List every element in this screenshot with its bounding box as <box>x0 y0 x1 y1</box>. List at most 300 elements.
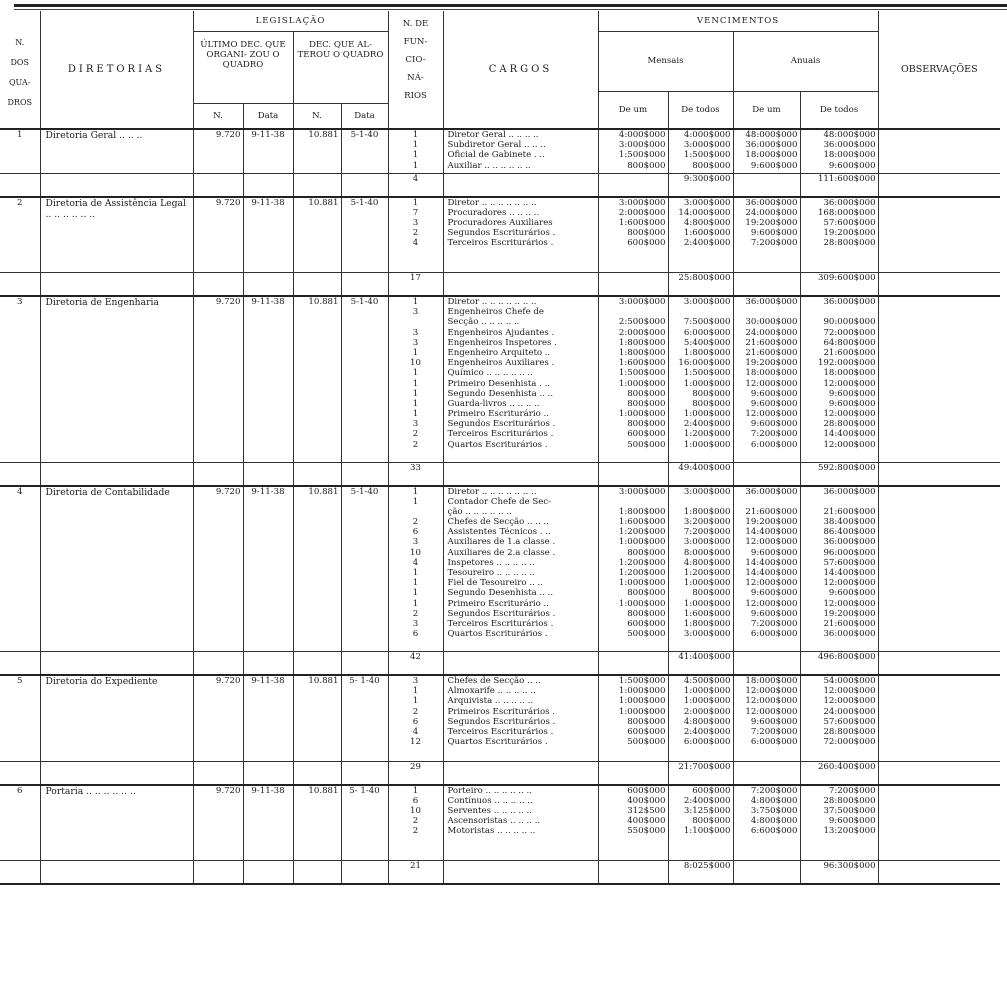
total-blank <box>341 761 388 785</box>
line-cargo: Auxiliares de 1.a classe . <box>447 537 556 548</box>
line-m-todos: 3:000$000 <box>683 197 731 208</box>
dec2-number: 10.881 <box>293 129 341 173</box>
header-nf-line: NÁ- <box>407 73 424 83</box>
line-m-um: 600$000 <box>627 726 666 737</box>
line-a-um: 18:000$000 <box>745 676 798 686</box>
line-m-todos: 5:400$000 <box>683 337 731 348</box>
line-a-todos: 7:200$000 <box>828 785 876 796</box>
dec2-date: 5-1-40 <box>341 197 388 273</box>
line-a-um: 21:600$000 <box>745 337 798 348</box>
annual-all-cell <box>800 197 878 273</box>
line-cargo: Contador Chefe de Sec- <box>447 496 552 507</box>
total-blank <box>40 652 193 676</box>
line-m-todos: 1:000$000 <box>683 578 731 589</box>
total-blank <box>443 173 598 197</box>
section-number: 3 <box>0 296 40 462</box>
diretoria-name: Portaria .. .. .. .. .. .. <box>40 785 193 861</box>
total-blank <box>193 861 243 885</box>
line-m-um: 600$000 <box>627 429 666 440</box>
line-a-um: 36:000$000 <box>745 140 798 151</box>
total-staff-count: 29 <box>388 761 443 785</box>
total-blank <box>40 173 193 197</box>
dec2-date: 5- 1-40 <box>341 675 388 761</box>
line-m-todos: 1:800$000 <box>683 347 731 358</box>
line-m-um: 1:600$000 <box>618 517 666 528</box>
monthly-each-cell <box>598 129 668 173</box>
line-n: 1 <box>412 588 419 599</box>
line-a-todos: 54:000$000 <box>823 676 876 686</box>
total-blank <box>733 761 800 785</box>
line-m-todos: 2:400$000 <box>683 419 731 430</box>
total-blank <box>243 462 293 486</box>
header-ultimo-dec: ÚLTIMO DEC. QUE ORGANI- ZOU O QUADRO <box>193 31 293 103</box>
line-a-todos: 28:800$000 <box>823 795 876 806</box>
line-n: 2 <box>412 517 419 528</box>
monthly-all-cell <box>668 129 733 173</box>
total-blank <box>878 273 1000 297</box>
line-a-todos: 36:000$000 <box>823 197 876 208</box>
line-m-todos: 800$000 <box>692 398 731 409</box>
line-a-todos: 36:000$000 <box>823 629 876 640</box>
annual-each-cell <box>733 129 800 173</box>
section-row <box>0 197 1000 273</box>
line-m-todos: 1:500$000 <box>683 150 731 161</box>
line-a-todos: 28:800$000 <box>823 238 876 249</box>
staff-count-cell <box>388 129 443 173</box>
line-a-todos: 24:000$000 <box>823 706 876 717</box>
line-m-um <box>601 307 666 317</box>
diretoria-name: Diretoria do Expediente <box>40 675 193 761</box>
line-m-um: 1:000$000 <box>618 537 666 548</box>
header-mensais: Mensais <box>598 31 733 91</box>
section-row <box>0 785 1000 861</box>
monthly-all-cell <box>668 675 733 761</box>
line-m-todos: 1:800$000 <box>683 618 731 629</box>
line-a-um: 14:400$000 <box>745 557 798 568</box>
line-cargo: Diretor .. .. .. .. .. .. .. <box>447 297 537 307</box>
total-annual: 496:800$000 <box>800 652 878 676</box>
header-n-line: QUA- <box>8 78 31 87</box>
line-m-todos: 1:000$000 <box>683 686 731 697</box>
line-n: 3 <box>412 419 419 430</box>
line-cargo: Auxiliares de 2.a classe . <box>447 547 556 558</box>
line-a-um: 4:800$000 <box>750 816 798 827</box>
observacoes-cell <box>878 197 1000 273</box>
header-vencimentos: VENCIMENTOS <box>598 11 878 31</box>
total-blank <box>0 173 40 197</box>
line-m-todos: 4:000$000 <box>683 130 731 140</box>
line-a-todos: 14:400$000 <box>823 568 876 578</box>
line-m-um: 2:000$000 <box>618 207 666 218</box>
line-m-todos: 4:500$000 <box>683 676 731 686</box>
line-m-todos: 3:200$000 <box>683 517 731 528</box>
total-blank <box>243 652 293 676</box>
total-blank <box>40 861 193 885</box>
line-a-um: 12:000$000 <box>745 537 798 548</box>
line-m-um: 1:800$000 <box>618 347 666 358</box>
line-m-todos: 2:000$000 <box>683 706 731 717</box>
total-blank <box>341 462 388 486</box>
total-annual: 260:400$000 <box>800 761 878 785</box>
line-m-um: 800$000 <box>627 228 666 239</box>
line-n: 1 <box>412 486 419 497</box>
cargo-cell <box>443 296 598 462</box>
observacoes-cell <box>878 785 1000 861</box>
line-a-todos: 72:000$000 <box>823 327 876 338</box>
section-row <box>0 296 1000 462</box>
total-blank <box>598 273 668 297</box>
total-blank <box>598 173 668 197</box>
total-blank <box>878 462 1000 486</box>
header-diretorias: DIRETORIAS <box>40 11 193 129</box>
section-total-row <box>0 173 1000 197</box>
annual-all-cell <box>800 296 878 462</box>
line-m-todos: 1:000$000 <box>683 378 731 389</box>
line-m-um: 800$000 <box>627 388 666 399</box>
line-n: 1 <box>412 409 419 420</box>
line-m-todos: 2:400$000 <box>683 726 731 737</box>
line-m-todos: 7:200$000 <box>683 527 731 538</box>
line-m-um: 1:200$000 <box>618 527 666 538</box>
line-a-um: 4:800$000 <box>750 795 798 806</box>
total-blank <box>293 652 341 676</box>
total-blank <box>341 861 388 885</box>
line-m-todos: 1:200$000 <box>683 429 731 440</box>
line-a-todos: 21:600$000 <box>823 347 876 358</box>
line-cargo: Chefes de Secção .. .. <box>447 676 541 686</box>
total-blank <box>0 861 40 885</box>
line-a-todos: 9:600$000 <box>828 588 876 599</box>
dec1-number: 9.720 <box>193 197 243 273</box>
line-m-todos: 1:100$000 <box>683 826 731 837</box>
line-m-um: 3:000$000 <box>618 197 666 208</box>
header-a-de-todos: De todos <box>800 91 878 129</box>
line-a-todos: 38:400$000 <box>823 517 876 528</box>
line-a-todos: 36:000$000 <box>823 486 876 497</box>
line-m-um: 800$000 <box>627 398 666 409</box>
line-a-um: 24:000$000 <box>745 327 798 338</box>
total-monthly: 41:400$000 <box>668 652 733 676</box>
annual-each-cell <box>733 296 800 462</box>
line-m-todos <box>671 497 731 507</box>
line-m-um: 3:000$000 <box>618 140 666 151</box>
line-cargo: Almoxarife .. .. .. .. .. <box>447 686 536 697</box>
dec2-date: 5-1-40 <box>341 129 388 173</box>
line-a-um: 12:000$000 <box>745 686 798 697</box>
line-n: 1 <box>412 378 419 389</box>
line-cargo: Fiel de Tesoureiro .. .. <box>447 578 543 589</box>
line-cargo: Terceiros Escriturários . <box>447 238 554 249</box>
line-a-todos: 36:000$000 <box>823 297 876 307</box>
line-cargo: Diretor .. .. .. .. .. .. .. <box>447 197 537 208</box>
total-blank <box>598 462 668 486</box>
line-cargo: Chefes de Secção .. .. .. <box>447 517 549 528</box>
line-n: 2 <box>412 228 419 239</box>
line-m-um: 1:000$000 <box>618 696 666 707</box>
line-a-todos: 64:800$000 <box>823 337 876 348</box>
line-a-todos: 96:000$000 <box>823 547 876 558</box>
line-n <box>391 507 441 517</box>
line-a-um: 9:600$000 <box>750 588 798 599</box>
line-n: 6 <box>412 716 419 727</box>
line-m-todos: 2:400$000 <box>683 238 731 249</box>
line-a-um: 12:000$000 <box>745 598 798 609</box>
line-n: 1 <box>412 297 419 307</box>
annual-all-cell <box>800 129 878 173</box>
line-m-todos: 600$000 <box>692 785 731 796</box>
line-m-um: 800$000 <box>627 588 666 599</box>
line-m-todos: 3:000$000 <box>683 537 731 548</box>
line-m-um: 800$000 <box>627 716 666 727</box>
line-a-todos: 19:200$000 <box>823 228 876 239</box>
total-blank <box>243 761 293 785</box>
total-blank <box>878 761 1000 785</box>
annual-each-cell <box>733 197 800 273</box>
line-n: 6 <box>412 527 419 538</box>
line-n: 4 <box>412 238 419 249</box>
staff-count-cell <box>388 197 443 273</box>
line-n: 10 <box>410 358 421 369</box>
line-a-todos: 12:000$000 <box>823 378 876 389</box>
line-n: 1 <box>412 398 419 409</box>
line-cargo: Assistentes Técnicos . .. <box>447 527 551 538</box>
line-n: 7 <box>412 207 419 218</box>
total-annual: 309:600$000 <box>800 273 878 297</box>
line-m-todos: 14:000$000 <box>678 207 731 218</box>
line-n: 4 <box>412 557 419 568</box>
line-m-todos: 7:500$000 <box>683 317 731 328</box>
line-n: 10 <box>410 547 421 558</box>
header-m-de-todos: De todos <box>668 91 733 129</box>
line-cargo: Tesoureiro .. .. .. .. .. <box>447 568 535 578</box>
line-a-todos: 12:000$000 <box>823 686 876 697</box>
cargo-cell <box>443 785 598 861</box>
line-a-todos: 28:800$000 <box>823 726 876 737</box>
monthly-each-cell <box>598 675 668 761</box>
total-blank <box>193 761 243 785</box>
line-n: 1 <box>412 150 419 161</box>
line-a-um: 12:000$000 <box>745 696 798 707</box>
line-cargo: Secção .. .. .. .. .. <box>447 317 520 328</box>
total-blank <box>40 462 193 486</box>
header-dec1-data: Data <box>243 103 293 129</box>
line-m-um: 312$500 <box>627 805 666 816</box>
line-m-um: 800$000 <box>627 419 666 430</box>
annual-each-cell <box>733 486 800 652</box>
line-a-todos: 37:500$000 <box>823 805 876 816</box>
line-a-um: 3:750$000 <box>750 805 798 816</box>
line-a-todos: 12:000$000 <box>823 578 876 589</box>
line-cargo: Terceiros Escriturários . <box>447 618 554 629</box>
line-cargo: Primeiro Desenhista . .. <box>447 378 551 389</box>
total-blank <box>243 273 293 297</box>
line-a-todos: 57:600$000 <box>823 217 876 228</box>
observacoes-cell <box>878 296 1000 462</box>
header-n-funcionarios <box>388 11 443 129</box>
header-dec-alterou: DEC. QUE AL- TEROU O QUADRO <box>293 31 388 103</box>
line-m-todos: 3:000$000 <box>683 629 731 640</box>
dec2-date: 5- 1-40 <box>341 785 388 861</box>
line-m-um: 1:000$000 <box>618 378 666 389</box>
line-n: 1 <box>412 197 419 208</box>
section-row <box>0 129 1000 173</box>
line-n: 1 <box>412 696 419 707</box>
total-blank <box>443 462 598 486</box>
line-cargo: Porteiro .. .. .. .. .. .. <box>447 785 532 796</box>
line-a-todos: 28:800$000 <box>823 419 876 430</box>
line-m-um: 1:500$000 <box>618 368 666 379</box>
line-m-todos: 6:000$000 <box>683 327 731 338</box>
line-n: 1 <box>412 598 419 609</box>
dec1-number: 9.720 <box>193 785 243 861</box>
total-blank <box>443 652 598 676</box>
total-staff-count: 33 <box>388 462 443 486</box>
line-n: 3 <box>412 217 419 228</box>
total-blank <box>243 861 293 885</box>
line-cargo: Serventes .. .. .. .. .. <box>447 805 532 816</box>
line-cargo: Terceiros Escriturários . <box>447 726 554 737</box>
annual-all-cell <box>800 486 878 652</box>
line-cargo: Segundos Escriturários . <box>447 228 556 239</box>
line-a-um: 6:000$000 <box>750 737 798 748</box>
line-m-um: 1:000$000 <box>618 578 666 589</box>
line-n <box>391 317 441 327</box>
line-m-todos: 1:800$000 <box>683 506 731 517</box>
line-cargo: Motoristas .. .. .. .. .. <box>447 826 536 837</box>
line-a-um: 7:200$000 <box>750 785 798 796</box>
total-annual: 96:300$000 <box>800 861 878 885</box>
dec1-date: 9-11-38 <box>243 296 293 462</box>
line-m-um: 1:000$000 <box>618 706 666 717</box>
total-annual: 111:600$000 <box>800 173 878 197</box>
line-m-um: 800$000 <box>627 608 666 619</box>
line-m-todos: 2:400$000 <box>683 795 731 806</box>
line-m-todos: 1:500$000 <box>683 368 731 379</box>
line-m-todos: 3:125$000 <box>683 805 731 816</box>
line-m-todos: 1:000$000 <box>683 439 731 450</box>
line-n: 2 <box>412 826 419 837</box>
staff-count-cell <box>388 296 443 462</box>
line-m-um: 4:000$000 <box>618 130 666 140</box>
line-n: 1 <box>412 496 419 507</box>
line-a-todos <box>803 307 876 317</box>
line-m-todos: 800$000 <box>692 816 731 827</box>
line-cargo: Primeiro Escriturário .. <box>447 598 549 609</box>
line-cargo: Ascensoristas .. .. .. .. <box>447 816 541 827</box>
section-row <box>0 486 1000 652</box>
line-cargo: Subdiretor Geral .. .. .. <box>447 140 546 151</box>
line-a-um: 6:000$000 <box>750 439 798 450</box>
section-total-row <box>0 761 1000 785</box>
line-a-um: 9:600$000 <box>750 398 798 409</box>
dec2-number: 10.881 <box>293 197 341 273</box>
monthly-all-cell <box>668 296 733 462</box>
line-m-todos: 1:600$000 <box>683 608 731 619</box>
line-a-um: 36:000$000 <box>745 297 798 307</box>
line-m-todos: 3:000$000 <box>683 140 731 151</box>
line-a-todos: 9:600$000 <box>828 816 876 827</box>
line-m-um: 1:000$000 <box>618 598 666 609</box>
total-blank <box>341 173 388 197</box>
total-blank <box>341 652 388 676</box>
line-cargo: Engenheiros Auxiliares . <box>447 358 555 369</box>
total-blank <box>733 462 800 486</box>
total-blank <box>293 861 341 885</box>
line-a-um: 7:200$000 <box>750 618 798 629</box>
line-m-um: 500$000 <box>627 737 666 748</box>
dec1-number: 9.720 <box>193 675 243 761</box>
diretoria-name: Diretoria de Contabilidade <box>40 486 193 652</box>
line-n: 1 <box>412 368 419 379</box>
line-n: 1 <box>412 160 419 171</box>
line-a-um: 9:600$000 <box>750 419 798 430</box>
total-blank <box>878 652 1000 676</box>
line-m-todos: 800$000 <box>692 388 731 399</box>
cargo-cell <box>443 486 598 652</box>
total-blank <box>341 273 388 297</box>
line-a-um: 19:200$000 <box>745 358 798 369</box>
line-a-um: 12:000$000 <box>745 409 798 420</box>
total-blank <box>0 761 40 785</box>
observacoes-cell <box>878 675 1000 761</box>
table-header <box>0 11 1000 129</box>
line-cargo: Diretor Geral .. .. .. .. <box>447 130 539 140</box>
line-cargo: Procuradores .. .. .. .. <box>447 207 540 218</box>
line-a-um <box>736 497 798 507</box>
line-n: 1 <box>412 140 419 151</box>
total-blank <box>443 273 598 297</box>
line-a-um: 14:400$000 <box>745 527 798 538</box>
line-cargo: Terceiros Escriturários . <box>447 429 554 440</box>
line-a-todos: 72:000$000 <box>823 737 876 748</box>
line-a-todos: 9:600$000 <box>828 398 876 409</box>
line-m-um: 1:800$000 <box>618 506 666 517</box>
total-blank <box>443 761 598 785</box>
line-cargo: Segundos Escriturários . <box>447 716 556 727</box>
header-nf-line: CIO- <box>405 55 426 65</box>
line-a-todos: 168:000$000 <box>817 207 876 218</box>
line-n: 1 <box>412 785 419 796</box>
line-n: 1 <box>412 578 419 589</box>
section-total-row <box>0 462 1000 486</box>
line-m-todos <box>671 307 731 317</box>
line-n: 2 <box>412 706 419 717</box>
line-m-um: 1:200$000 <box>618 568 666 578</box>
line-a-todos: 36:000$000 <box>823 537 876 548</box>
total-staff-count: 17 <box>388 273 443 297</box>
line-a-um <box>736 307 798 317</box>
total-monthly: 8:025$000 <box>668 861 733 885</box>
line-n: 3 <box>412 676 419 686</box>
line-m-um: 550$000 <box>627 826 666 837</box>
line-a-um: 19:200$000 <box>745 217 798 228</box>
total-blank <box>193 173 243 197</box>
line-m-todos: 3:000$000 <box>683 486 731 497</box>
line-a-todos: 36:000$000 <box>823 140 876 151</box>
total-blank <box>193 652 243 676</box>
header-nf-line: N. DE <box>402 19 429 29</box>
line-n: 3 <box>412 337 419 348</box>
line-a-todos: 21:600$000 <box>823 618 876 629</box>
line-m-um: 1:600$000 <box>618 358 666 369</box>
total-staff-count: 42 <box>388 652 443 676</box>
header-nf-line: FUN- <box>403 37 428 47</box>
line-cargo: Engenheiros Ajudantes . <box>447 327 555 338</box>
header-n-line: DOS <box>10 58 29 67</box>
line-a-um: 48:000$000 <box>745 130 798 140</box>
line-cargo: Primeiros Escriturários . <box>447 706 556 717</box>
line-m-um: 800$000 <box>627 547 666 558</box>
